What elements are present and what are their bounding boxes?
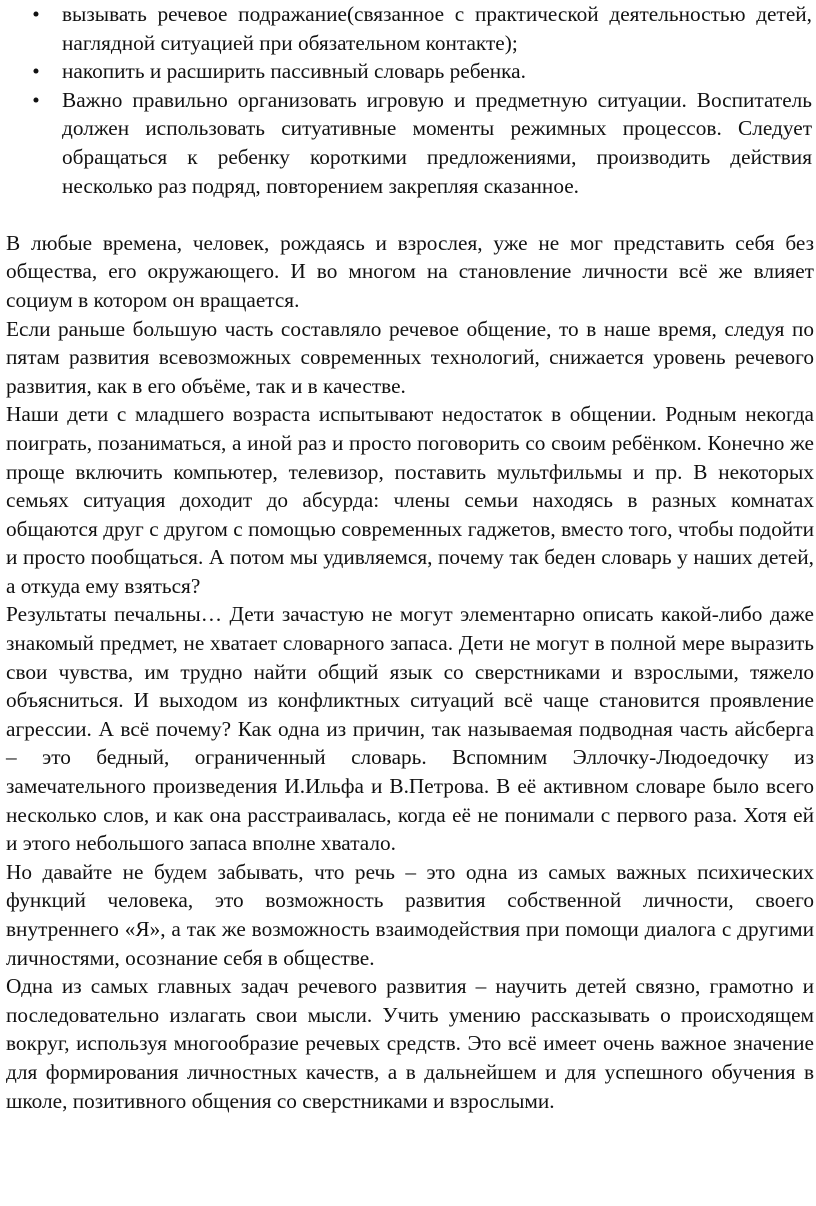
body-paragraph: Наши дети с младшего возраста испытывают недостаток в общении. Родным некогда поиграть, позаниматься, а иной раз и просто поговорить со своим ребёнком. Конечно же проще включить компьютер, телевизор, поставить мультфильмы и пр. В некоторых семьях ситуация доходит до абсурда: члены семьи находясь в разных комнатах общаются друг с другом с помощью современных гаджетов, вместо того, чтобы подойти и просто пообщаться. А потом мы удивляемся, почему так беден словарь у наших детей, а откуда ему взяться? <box>6 402 814 598</box>
body-paragraph: Но давайте не будем забывать, что речь – это одна из самых важных психических функций человека, это возможность развития собственной личности, своего внутреннего «Я», а так же возможность взаимодействия при помощи диалога с другими личностями, осознание себя в обществе. <box>6 859 814 970</box>
paragraph-spacer <box>6 200 816 229</box>
bullet-item <box>6 57 816 86</box>
bullet-item <box>6 0 816 57</box>
bullet-text: Важно правильно организовать игровую и предметную ситуации. Воспитатель должен использовать ситуативные моменты режимных процессов. Следует обращаться к ребенку короткими предложениями, производить действия несколько раз подряд, повторением закрепляя сказанное. <box>62 87 812 198</box>
bullet-marker: • <box>32 59 40 84</box>
bullet-text: вызывать речевое подражание(связанное с практической деятельностью детей, наглядной ситуацией при обязательном контакте); <box>62 2 812 55</box>
body-paragraph: В любые времена, человек, рождаясь и взрослея, уже не мог представить себя без общества, его окружающего. И во многом на становление личности всё же влияет социум в котором он вращается. <box>6 230 814 312</box>
bullet-text: накопить и расширить пассивный словарь ребенка. <box>62 59 526 84</box>
bullet-marker: • <box>32 2 40 26</box>
bullet-item <box>6 86 816 200</box>
body-paragraph: Одна из самых главных задач речевого развития – научить детей связно, грамотно и последовательно излагать свои мысли. Учить умению рассказывать о происходящем вокруг, используя многообразие речевых средств. Это всё имеет очень важное значение для формирования личностных качеств, а в дальнейшем и для успешного обучения в школе, позитивного общения со сверстниками и взрослыми. <box>6 974 814 1113</box>
bullet-list <box>6 0 816 200</box>
body-paragraph: Если раньше большую часть составляло речевое общение, то в наше время, следуя по пятам развития всевозможных современных технологий, снижается уровень речевого развития, как в его объёме, так и в качестве. <box>6 316 814 398</box>
bullet-marker: • <box>32 87 40 112</box>
body-paragraph: Результаты печальны… Дети зачастую не могут элементарно описать какой-либо даже знакомый предмет, не хватает словарного запаса. Дети не могут в полной мере выразить свои чувства, им трудно найти общий язык со сверстниками и взрослыми, тяжело объясниться. И выходом из конфликтных ситуаций всё чаще становится проявление агрессии. А всё почему? Как одна из причин, так называемая подводная часть айсберга – это бедный, ограниченный словарь. Вспомним Эллочку-Людоедочку из замечательного произведения И.Ильфа и В.Петрова. В её активном словаре было всего несколько слов, и как она расстраивалась, когда её не понимали с первого раза. Хотя ей и этого небольшого запаса вполне хватало. <box>6 602 814 856</box>
